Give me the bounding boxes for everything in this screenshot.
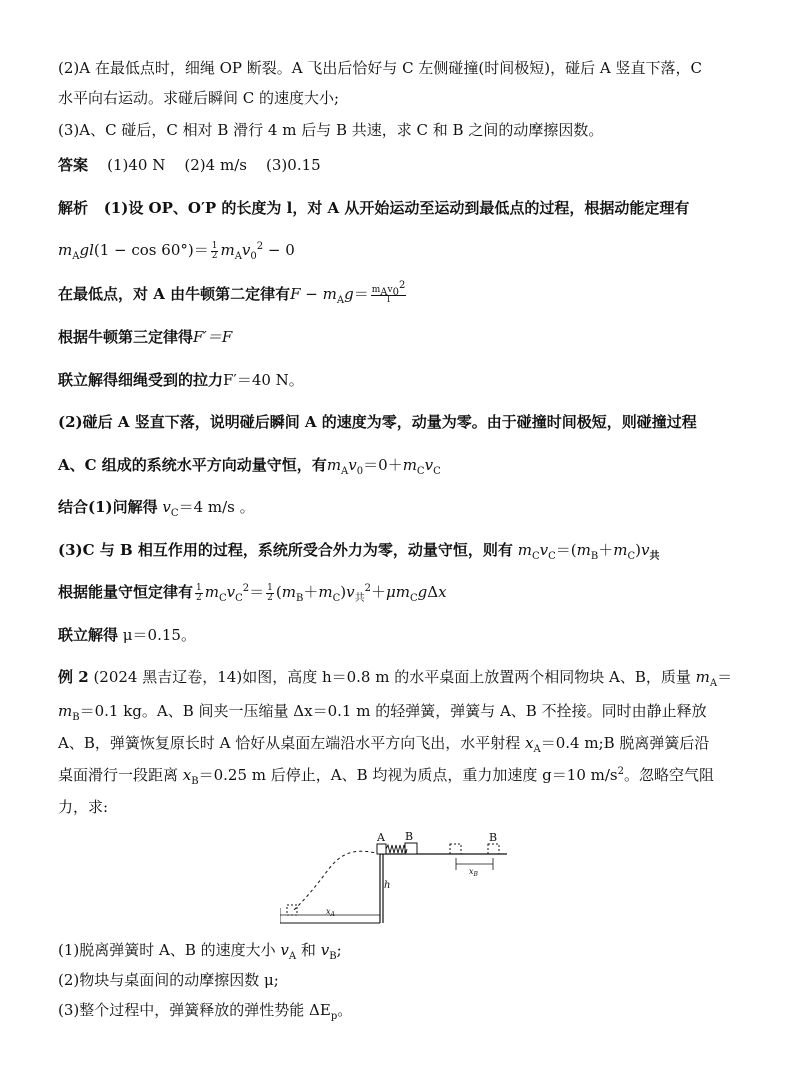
example2-text-2: ＝0.1 kg。A、B 间夹一压缩量 Δx＝0.1 m 的轻弹簧，弹簧与 A、B 不拴接。同时由静止释放 (79, 702, 707, 720)
analysis-eq1: $m_Agl(1 - \cos 60^\circ)=$ $\frac{1}{2}$ $m_Av_0^2 - 0$ (58, 240, 295, 262)
example2-text-3b: ＝0.4 m;B 脱离弹簧后沿 (540, 734, 710, 752)
answer-2: (2)4 m/s (184, 156, 247, 174)
question-3: (3)整个过程中，弹簧释放的弹性势能 $\Delta E_p$。 (58, 1001, 353, 1022)
label-xb: $x_B$ (469, 867, 478, 878)
question-1-and: 和 (300, 941, 316, 959)
analysis-line4 (58, 327, 754, 347)
problem-part2-line1: (2)A 在最低点时，细绳 OP 断裂。A 飞出后恰好与 C 左侧碰撞(时间极短)，碰后 A 竖直下落，C (58, 59, 702, 77)
example2-text-4a: 桌面滑行一段距离 (58, 766, 179, 784)
analysis-eq-8: ＝4 m/s 。 (178, 498, 255, 516)
answer-1: (1)40 N (107, 156, 166, 174)
label-b2: B (489, 831, 498, 844)
analysis-eq-11: μ＝0.15。 (122, 626, 196, 644)
landing-block (287, 905, 297, 915)
question-1-text: (1)脱离弹簧时 A、B 的速度大小 (58, 941, 276, 959)
analysis-line10: 根据能量守恒定律有 $\frac{1}{2}$ $m_Cv_C^2=$ $\frac{1}{2}$ $(m_B+m_C)v_共^2+\mu m_Cg\Delta x$ (58, 582, 447, 604)
example2-text-4b: ＝0.25 m 后停止，A、B 均视为质点，重力加速度 g＝10 m/s (198, 766, 618, 784)
problem-part2-line2: 水平向右运动。求碰后瞬间 C 的速度大小; (58, 89, 340, 107)
analysis-text-7: A、C 组成的系统水平方向动量守恒，有 (58, 456, 327, 474)
centripetal-fraction: $\frac{m_Av_0^2}{l}$ (371, 279, 406, 305)
example2-source: (2024 黑吉辽卷，14) (93, 668, 243, 686)
label-a: A (377, 831, 385, 844)
answer-label: 答案 (58, 156, 89, 174)
analysis-text-3: 在最低点，对 A 由牛顿第二定律有 (58, 285, 291, 303)
label-xa: $x_A$ (326, 907, 335, 918)
answer-row (58, 155, 754, 175)
block-b-stop-ghost (488, 844, 499, 854)
analysis-text-4: 根据牛顿第三定律得 (58, 328, 194, 346)
analysis-eq-4: F′＝F (193, 328, 233, 346)
analysis-line1 (58, 198, 754, 218)
analysis-line5 (58, 370, 754, 390)
example2-line2: $m_B=0.1$ kg。A、B 间夹一压缩量 Δx＝0.1 m 的轻弹簧，弹簧与 A、B 不拴接。同时由静止释放 (58, 702, 707, 723)
half-fraction: $\frac{1}{2}$ (211, 240, 218, 261)
analysis-text-10: 根据能量守恒定律有 (58, 583, 194, 601)
analysis-line7: A、C 组成的系统水平方向动量守恒，有$m_Av_0=0+m_Cv_C$ (58, 456, 441, 477)
example2-label: 例 2 (58, 668, 89, 686)
question-1: (1)脱离弹簧时 A、B 的速度大小 $v_A$ 和 $v_B$; (58, 941, 342, 962)
block-b (405, 843, 417, 854)
analysis-text-9: (3)C 与 B 相互作用的过程，系统所受合外力为零，动量守恒，则有 (58, 541, 513, 559)
example2-text-1: 如图，高度 h＝0.8 m 的水平桌面上放置两个相同物块 A、B，质量 (242, 668, 691, 686)
example2-line5: 力，求: (58, 798, 109, 816)
block-b-start-ghost (450, 844, 461, 854)
analysis-line6: (2)碰后 A 竖直下落，说明碰后瞬间 A 的速度为零，动量为零。由于碰撞时间极短，则碰撞过程 (58, 413, 697, 431)
question-2: (2)物块与桌面间的动摩擦因数 μ; (58, 971, 279, 989)
table-spring-figure (280, 826, 512, 928)
example2-text-4c: 。忽略空气阻 (623, 766, 714, 784)
label-h: h (384, 880, 391, 891)
analysis-text-1: (1)设 OP、O′P 的长度为 l，对 A 从开始运动至运动到最低点的过程，根据动能定理有 (103, 199, 690, 217)
answer-3: (3)0.15 (266, 156, 321, 174)
question-3-text: (3)整个过程中，弹簧释放的弹性势能 ΔE (58, 1001, 331, 1019)
analysis-label: 解析 (58, 199, 89, 217)
label-b: B (405, 830, 414, 843)
example2-line1: 例 2 (2024 黑吉辽卷，14)如图，高度 h＝0.8 m 的水平桌面上放置两个相同物块 A、B，质量 $m_A=$ (58, 668, 733, 689)
analysis-line9: (3)C 与 B 相互作用的过程，系统所受合外力为零，动量守恒，则有 $m_Cv_C=(m_B+m_C)v_共$ (58, 541, 660, 562)
example2-line3: A、B，弹簧恢复原长时 A 恰好从桌面左端沿水平方向飞出，水平射程 $x_A=0.4$ m;B 脱离弹簧后沿 (58, 734, 710, 755)
analysis-line8: 结合(1)问解得 $v_C=4$ m/s 。 (58, 498, 255, 519)
analysis-eq-5: F′＝40 N。 (223, 371, 304, 389)
block-a (377, 844, 386, 854)
trajectory-curve (292, 851, 380, 912)
example2-text-3: A、B，弹簧恢复原长时 A 恰好从桌面左端沿水平方向飞出，水平射程 (58, 734, 521, 752)
example2-line4: 桌面滑行一段距离 $x_B=0.25$ m 后停止，A、B 均视为质点，重力加速度 g＝10 $m/s^2$。忽略空气阻 (58, 766, 714, 787)
analysis-line11 (58, 625, 754, 645)
analysis-text-5: 联立解得细绳受到的拉力 (58, 371, 224, 389)
problem-part3: (3)A、C 碰后，C 相对 B 滑行 4 m 后与 B 共速，求 C 和 B 之间的动摩擦因数。 (58, 121, 604, 139)
analysis-line3: 在最低点，对 A 由牛顿第二定律有$F - m_Ag=$ $\frac{m_Av_0^2}{l}$ (58, 279, 406, 306)
analysis-text-8: 结合(1)问解得 (58, 498, 158, 516)
analysis-text-11: 联立解得 (58, 626, 119, 644)
spring (386, 845, 407, 853)
